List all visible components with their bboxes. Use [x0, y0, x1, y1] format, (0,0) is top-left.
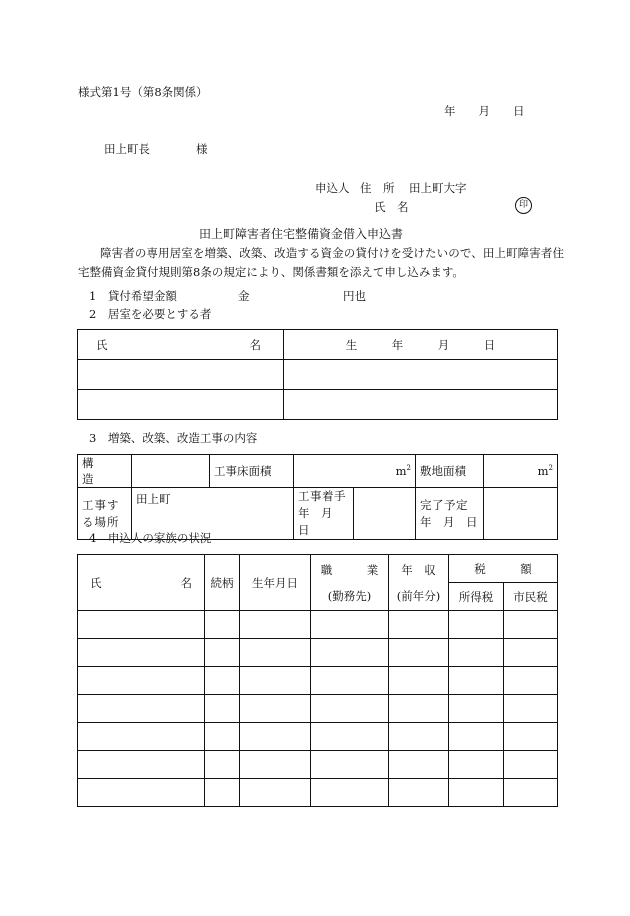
- col-tax-city: 市民税: [504, 583, 558, 611]
- item2-name-cell[interactable]: [78, 390, 284, 420]
- item1-currency-prefix: 金: [238, 289, 250, 303]
- col-name: [78, 555, 205, 611]
- family-cell[interactable]: [240, 779, 311, 807]
- floor-area-label: 工事床面積: [210, 455, 294, 488]
- family-cell[interactable]: [240, 751, 311, 779]
- family-row: [78, 751, 558, 779]
- family-cell[interactable]: [240, 723, 311, 751]
- family-cell[interactable]: [205, 639, 240, 667]
- family-cell[interactable]: [205, 723, 240, 751]
- item2-table: [77, 329, 558, 420]
- floor-area-unit: m: [395, 464, 407, 478]
- item2-birth-cell[interactable]: [284, 360, 558, 390]
- col-tax: 税 額: [449, 555, 558, 583]
- site-area-value[interactable]: [484, 455, 558, 488]
- family-cell[interactable]: [78, 779, 205, 807]
- document-title: 田上町障害者住宅整備資金借入申込書: [199, 227, 404, 241]
- item2-birth-cell[interactable]: [284, 390, 558, 420]
- item4-label: 4 申込人の家族の状況: [89, 531, 212, 545]
- family-cell[interactable]: [311, 751, 389, 779]
- family-cell[interactable]: [311, 695, 389, 723]
- end-cell: [416, 488, 484, 540]
- family-cell[interactable]: [311, 639, 389, 667]
- family-row: [78, 779, 558, 807]
- col-income-title: 年 収: [401, 562, 436, 577]
- col-job: [311, 555, 389, 611]
- family-cell[interactable]: [504, 611, 558, 639]
- col-tax-income: 所得税: [449, 583, 504, 611]
- end-date: 年 月 日: [420, 514, 478, 529]
- col-job-sub: (勤務先): [327, 588, 372, 603]
- end-label: 完了予定: [420, 497, 468, 512]
- addressee: 田上町長 様: [104, 142, 208, 156]
- place-value[interactable]: 田上町: [132, 488, 294, 540]
- floor-area-value[interactable]: [294, 455, 416, 488]
- address-value: 田上町大字: [409, 181, 467, 195]
- family-row: [78, 723, 558, 751]
- family-cell[interactable]: [205, 611, 240, 639]
- item2-birth-header: 生 年 月 日: [284, 330, 558, 360]
- item3-table: [77, 454, 558, 540]
- family-cell[interactable]: [504, 779, 558, 807]
- family-cell[interactable]: [205, 779, 240, 807]
- family-cell[interactable]: [240, 667, 311, 695]
- family-cell[interactable]: [449, 639, 504, 667]
- structure-value[interactable]: [132, 455, 210, 488]
- family-row: [78, 667, 558, 695]
- family-cell[interactable]: [311, 779, 389, 807]
- family-row: [78, 639, 558, 667]
- family-cell[interactable]: [78, 611, 205, 639]
- body-text: 障害者の専用居室を増築、改築、改造する資金の貸付けを受けたいので、田上町障害者住宅整備資金貸付規則第8条の規定により、関係書類を添えて申し込みます。: [78, 246, 564, 279]
- family-cell[interactable]: [389, 751, 449, 779]
- family-cell[interactable]: [449, 667, 504, 695]
- family-cell[interactable]: [504, 723, 558, 751]
- family-cell[interactable]: [449, 611, 504, 639]
- end-value[interactable]: [484, 488, 558, 540]
- col-income: [389, 555, 449, 611]
- family-cell[interactable]: [205, 695, 240, 723]
- family-cell[interactable]: [311, 611, 389, 639]
- col-birth: 生年月日: [240, 555, 311, 611]
- col-name-right: 名: [180, 575, 192, 590]
- place-label: 工事する場所: [78, 488, 132, 540]
- family-cell[interactable]: [311, 667, 389, 695]
- family-cell[interactable]: [389, 723, 449, 751]
- col-name-left: 氏: [90, 575, 102, 590]
- family-cell[interactable]: [78, 667, 205, 695]
- family-cell[interactable]: [449, 695, 504, 723]
- address-label: 住 所: [360, 181, 395, 195]
- family-cell[interactable]: [449, 779, 504, 807]
- family-cell[interactable]: [389, 695, 449, 723]
- site-area-label: 敷地面積: [416, 455, 484, 488]
- family-cell[interactable]: [205, 751, 240, 779]
- start-value[interactable]: [354, 488, 416, 540]
- start-cell: [294, 488, 354, 540]
- family-cell[interactable]: [78, 639, 205, 667]
- item1-label: 1 貸付希望金額: [89, 289, 177, 303]
- family-cell[interactable]: [240, 639, 311, 667]
- form-number: 様式第1号（第8条関係）: [78, 85, 208, 99]
- name-header-right: 名: [249, 337, 261, 352]
- name-header-left: 氏: [96, 337, 108, 352]
- family-cell[interactable]: [449, 751, 504, 779]
- family-cell[interactable]: [389, 611, 449, 639]
- family-cell[interactable]: [78, 751, 205, 779]
- family-cell[interactable]: [78, 695, 205, 723]
- col-relation: 続柄: [205, 555, 240, 611]
- family-cell[interactable]: [504, 639, 558, 667]
- item2-name-header: [78, 330, 284, 360]
- item2-name-cell[interactable]: [78, 360, 284, 390]
- start-label: 工事着手: [298, 489, 346, 503]
- family-cell[interactable]: [504, 667, 558, 695]
- family-cell[interactable]: [78, 723, 205, 751]
- site-area-unit-sup: 2: [548, 464, 553, 473]
- family-cell[interactable]: [311, 723, 389, 751]
- item3-label: 3 増築、改築、改造工事の内容: [89, 431, 258, 445]
- family-cell[interactable]: [240, 611, 311, 639]
- family-cell[interactable]: [240, 695, 311, 723]
- family-cell[interactable]: [389, 779, 449, 807]
- family-row: [78, 611, 558, 639]
- start-date: 年 月 日: [298, 506, 344, 537]
- name-label: 氏 名: [374, 200, 409, 214]
- item4-table: [77, 554, 558, 807]
- applicant-label: 申込人: [315, 181, 350, 195]
- site-area-unit: m: [537, 464, 549, 478]
- col-job-title: 職 業: [320, 562, 379, 577]
- family-row: [78, 695, 558, 723]
- col-income-sub: (前年分): [396, 588, 441, 603]
- item1-currency-suffix: 円也: [343, 289, 366, 303]
- family-cell[interactable]: [389, 639, 449, 667]
- family-cell[interactable]: [504, 751, 558, 779]
- seal-mark: 印: [515, 197, 532, 214]
- family-cell[interactable]: [389, 667, 449, 695]
- family-cell[interactable]: [504, 695, 558, 723]
- item2-label: 2 居室を必要とする者: [89, 307, 212, 321]
- floor-area-unit-sup: 2: [406, 464, 411, 473]
- family-cell[interactable]: [205, 667, 240, 695]
- structure-label: 構 造: [78, 455, 132, 488]
- date-line: 年 月 日: [444, 104, 525, 118]
- family-cell[interactable]: [449, 723, 504, 751]
